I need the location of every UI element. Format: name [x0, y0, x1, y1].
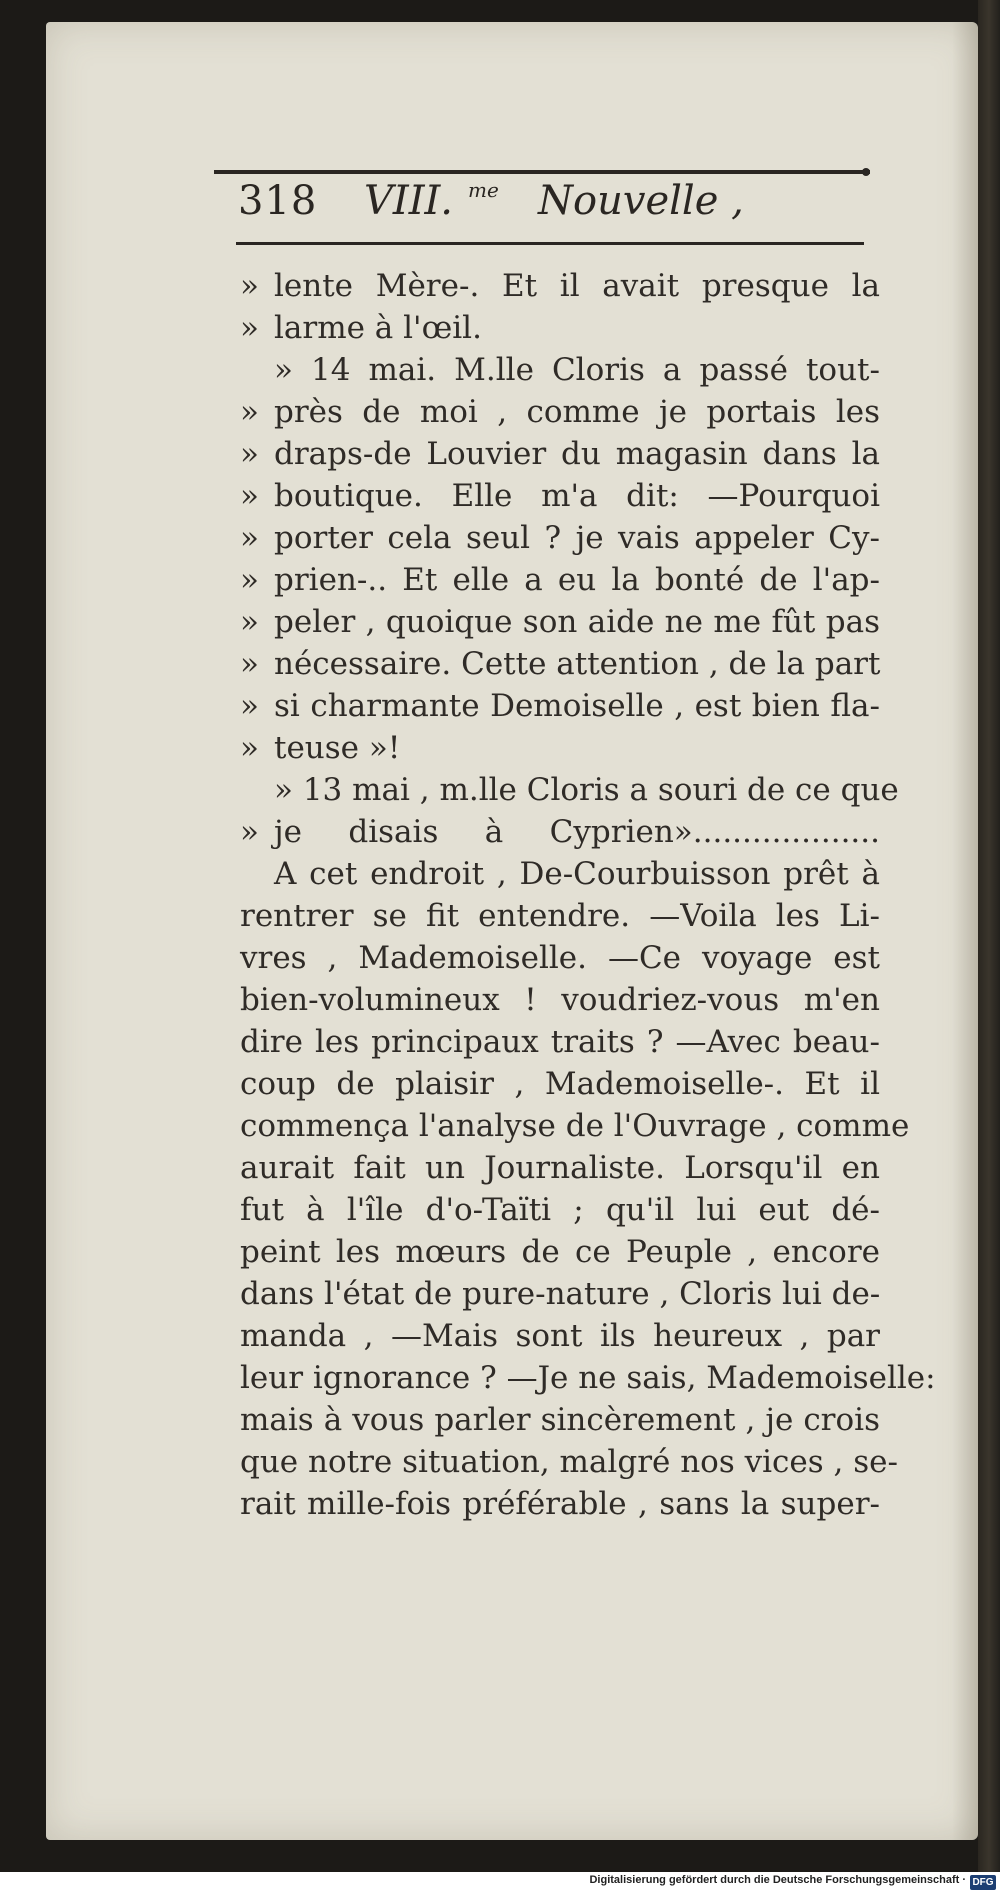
text-line: [240, 1399, 880, 1441]
header-rule-top: [214, 170, 870, 174]
line-text: porter cela seul ? je vais appeler Cy-: [274, 520, 880, 556]
text-line: [240, 517, 880, 559]
chapter-numeral-superscript: me: [468, 178, 499, 202]
line-text: si charmante Demoiselle , est bien fla-: [274, 688, 880, 724]
line-text: coup de plaisir , Mademoiselle-. Et il: [240, 1066, 880, 1102]
quote-mark: »: [240, 520, 259, 556]
quote-mark: »: [240, 268, 259, 304]
line-text: » 13 mai , m.lle Cloris a souri de ce que: [274, 772, 899, 808]
line-text: mais à vous parler sincèrement , je crois: [240, 1402, 880, 1438]
text-line: [240, 811, 880, 853]
quote-mark: »: [240, 394, 259, 430]
line-text: aurait fait un Journaliste. Lorsqu'il en: [240, 1150, 880, 1186]
line-text: A cet endroit , De-Courbuisson prêt à: [274, 856, 880, 892]
text-line: [240, 349, 880, 391]
line-text: nécessaire. Cette attention , de la part: [274, 646, 881, 682]
text-line: [240, 1105, 910, 1147]
quote-mark: »: [240, 688, 259, 724]
line-text: commença l'analyse de l'Ouvrage , comme: [240, 1108, 910, 1144]
text-line: [240, 1315, 880, 1357]
quote-mark: »: [240, 310, 259, 346]
text-line: [240, 1231, 880, 1273]
page-shadow: [952, 22, 978, 1840]
text-line: [240, 559, 880, 601]
text-line: [240, 1189, 880, 1231]
text-line: [240, 433, 880, 475]
quote-mark: »: [240, 604, 259, 640]
running-head: [238, 178, 878, 238]
line-text: dans l'état de pure-nature , Cloris lui de-: [240, 1276, 881, 1312]
text-line: [240, 937, 880, 979]
body-text: [240, 265, 936, 1525]
text-line: [240, 727, 880, 769]
line-text: que notre situation, malgré nos vices , se-: [240, 1444, 898, 1480]
line-text: manda , —Mais sont ils heureux , par: [240, 1318, 880, 1354]
line-text: rait mille-fois préférable , sans la super-: [240, 1486, 880, 1522]
line-text: rentrer se fit entendre. —Voila les Li-: [240, 898, 880, 934]
text-line: [240, 643, 880, 685]
digitization-credit: Digitalisierung gefördert durch die Deutsche Forschungsgemeinschaft ·: [589, 1874, 966, 1886]
line-text: teuse »!: [274, 730, 401, 766]
text-line: [240, 1273, 880, 1315]
page-number: 318: [238, 178, 318, 224]
text-line: [240, 853, 880, 895]
dfg-logo: DFG: [970, 1875, 996, 1890]
line-text: fut à l'île d'o-Taïti ; qu'il lui eut dé-: [240, 1192, 880, 1228]
text-line: [240, 895, 880, 937]
line-text: près de moi , comme je portais les: [274, 394, 880, 430]
line-text: lente Mère-. Et il avait presque la: [274, 268, 880, 304]
line-text: je disais à Cyprien»...................: [274, 814, 880, 850]
line-text: boutique. Elle m'a dit: —Pourquoi: [274, 478, 880, 514]
quote-mark: »: [240, 730, 259, 766]
text-line: [240, 1063, 880, 1105]
line-text: prien-.. Et elle a eu la bonté de l'ap-: [274, 562, 880, 598]
line-text: leur ignorance ? —Je ne sais, Mademoiselle:: [240, 1360, 936, 1396]
line-text: peler , quoique son aide ne me fût pas: [274, 604, 880, 640]
quote-mark: »: [240, 646, 259, 682]
text-line: [240, 1021, 880, 1063]
text-line: [240, 685, 880, 727]
line-text: draps-de Louvier du magasin dans la: [274, 436, 880, 472]
scan-background-edge: [978, 0, 1000, 1895]
text-line: [240, 475, 880, 517]
quote-mark: »: [240, 562, 259, 598]
text-line: [240, 1483, 880, 1525]
quote-mark: »: [240, 814, 259, 850]
running-head-title: Nouvelle ,: [538, 178, 744, 224]
line-text: vres , Mademoiselle. —Ce voyage est: [240, 940, 880, 976]
header-rule-ornament: [862, 168, 870, 176]
header-rule-bottom: [236, 242, 864, 245]
quote-mark: »: [240, 478, 259, 514]
text-line: [240, 601, 880, 643]
line-text: peint les mœurs de ce Peuple , encore: [240, 1234, 880, 1270]
text-line: [240, 769, 899, 811]
text-line: [240, 1357, 936, 1399]
text-line: [240, 265, 880, 307]
text-line: [240, 979, 880, 1021]
line-text: dire les principaux traits ? —Avec beau-: [240, 1024, 880, 1060]
line-text: larme à l'œil.: [274, 310, 482, 346]
text-line: [240, 391, 880, 433]
text-line: [240, 307, 880, 349]
line-text: » 14 mai. M.lle Cloris a passé tout-: [274, 352, 880, 388]
quote-mark: »: [240, 436, 259, 472]
line-text: bien-volumineux ! voudriez-vous m'en: [240, 982, 880, 1018]
chapter-roman-numeral: VIII.: [364, 178, 454, 224]
text-line: [240, 1441, 898, 1483]
text-line: [240, 1147, 880, 1189]
digitization-credit-bar: [0, 1872, 1000, 1895]
